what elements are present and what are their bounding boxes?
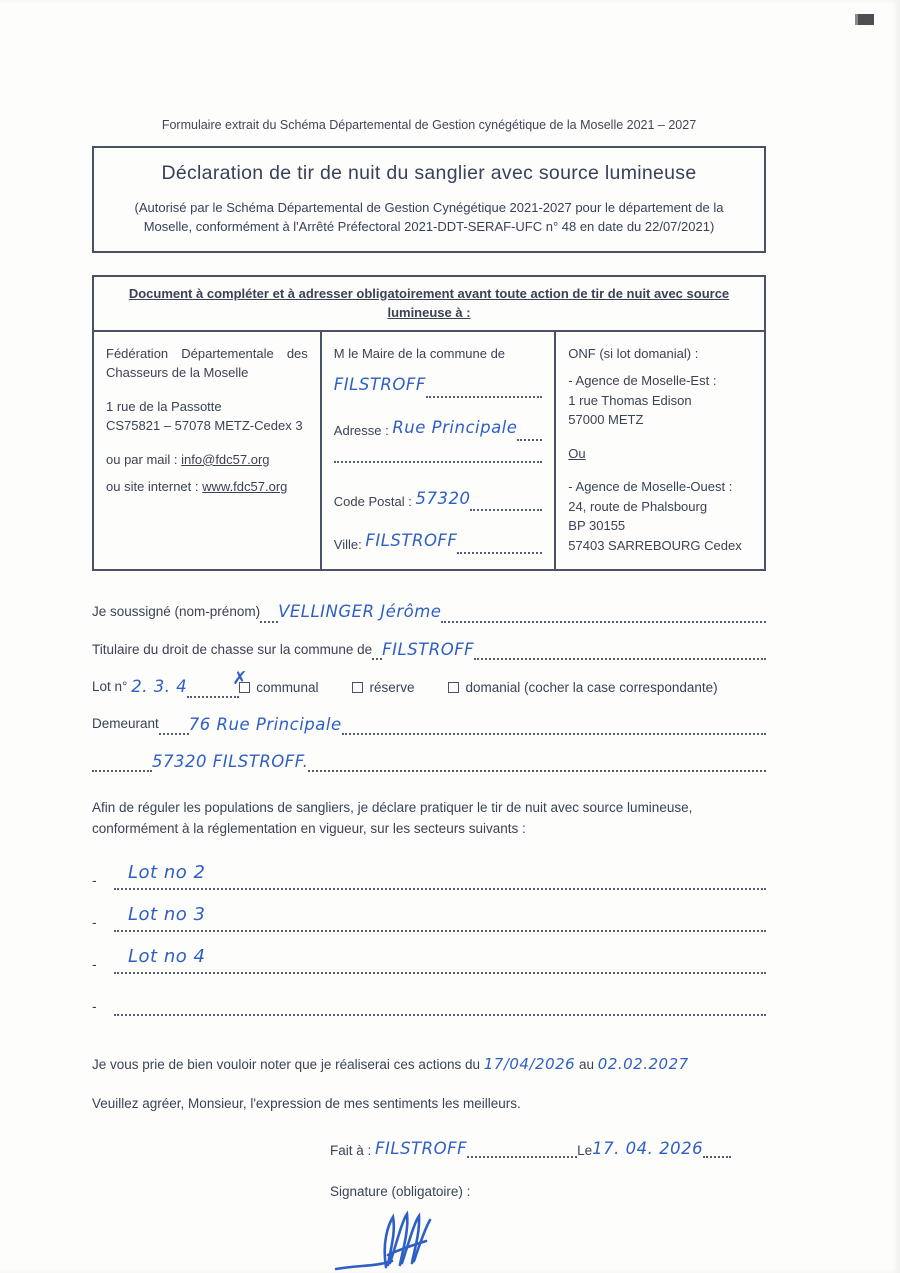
form-content (92, 0, 766, 1273)
secteurs-list (92, 862, 766, 1016)
onf-est-city: 57000 METZ (568, 412, 644, 428)
fdc-website: www.fdc57.org (202, 479, 288, 495)
form-title: Déclaration de tir de nuit du sanglier avec source lumineuse (161, 162, 697, 184)
scan-artifact (855, 14, 874, 25)
title-box (92, 146, 766, 253)
secteur-row: - Lot no 3 (92, 904, 766, 932)
secteur-value-3: Lot no 4 (128, 946, 206, 968)
secteur-row: - Lot no 4 (92, 946, 766, 974)
form-source-note: Formulaire extrait du Schéma Départemental de Gestion cynégétique de la Moselle 2021 – 2027 (161, 118, 697, 132)
demeurant-field: Demeurant 76 Rue Principale (92, 714, 766, 735)
reserve-checkbox (352, 682, 363, 693)
domanial-checkbox (448, 682, 459, 693)
period-line: Je vous prie de bien vouloir noter que je réaliserai ces actions du 17/04/2026 au 02.02.2027 (92, 1055, 689, 1074)
mairie-adresse-field: Adresse : Rue Principale (334, 416, 543, 441)
mairie-ville-field: Ville: FILSTROFF (334, 529, 543, 554)
mairie-commune-value: FILSTROFF (333, 375, 426, 395)
titulaire-field: Titulaire du droit de chasse sur la commune de FILSTROFF (92, 639, 766, 660)
fdc-email: info@fdc57.org (181, 451, 270, 467)
soussigne-field: Je soussigné (nom-prénom) VELLINGER Jérôme (92, 601, 766, 622)
soussigne-value: VELLINGER Jérôme (278, 602, 442, 622)
secteur-row: - (92, 988, 766, 1016)
mairie-cp-field: Code Postal : 57320 (334, 487, 543, 512)
onf-est-street: 1 rue Thomas Edison (568, 392, 692, 408)
fdc-web-line: ou site internet : www.fdc57.org (106, 479, 288, 495)
onf-ouest-bp: BP 30155 (568, 518, 626, 534)
signature-label: Signature (obligatoire) : (330, 1184, 471, 1200)
onf-est-label: - Agence de Moselle-Est : (568, 373, 717, 389)
domanial-option: domanial (cocher la case correspondante) (448, 679, 717, 697)
closing-line: Veuillez agréer, Monsieur, l'expression de mes sentiments les meilleurs. (92, 1096, 521, 1112)
fait-a-line: Fait à : FILSTROFF Le 17. 04. 2026 (330, 1139, 766, 1158)
address-box (92, 275, 766, 572)
demeurant-value2: 57320 FILSTROFF. (152, 751, 309, 771)
onf-ouest-street: 24, route de Phalsbourg (568, 498, 708, 514)
fait-date-value: 17. 04. 2026 (592, 1139, 704, 1159)
titulaire-value: FILSTROFF (382, 639, 475, 659)
onf-ouest-label: - Agence de Moselle-Ouest : (568, 479, 733, 495)
demeurant-field-line2 (92, 751, 766, 772)
declaration-paragraph: Afin de réguler les populations de sangliers, je déclare pratiquer le tir de nuit avec source lumineuse, conformément à la réglementation en vigueur, sur les secteurs suivants : (92, 800, 693, 837)
fdc-name: Fédération Départementale des Chasseurs de la Moselle (106, 345, 308, 381)
mairie-adresse-blank-line (334, 451, 543, 463)
fdc-street: 1 rue de la Passotte (106, 398, 222, 414)
secteur-value-2: Lot no 3 (128, 904, 206, 926)
onf-or-word: Ou (568, 445, 586, 461)
communal-x-mark: ✗ (232, 667, 248, 689)
form-subtitle: (Autorisé par le Schéma Départemental de Gestion Cynégétique 2021-2027 pour le département de la Moselle, conformément à l'Arrêté Préfectoral 2021-DDT-SERAF-UFC n° 48 en date du 22/07/2021) (134, 200, 724, 234)
reserve-option: réserve (352, 679, 414, 697)
fait-a-value: FILSTROFF (375, 1139, 468, 1159)
address-box-header: Document à compléter et à adresser obligatoirement avant toute action de tir de nuit avec source lumineuse à : (94, 277, 764, 332)
date-to-value: 02.02.2027 (597, 1055, 689, 1074)
onf-header: ONF (si lot domanial) : (568, 345, 699, 361)
lot-value: 2. 3. 4 (131, 677, 188, 697)
mairie-commune-field (334, 373, 543, 398)
demeurant-value: 76 Rue Principale (188, 714, 342, 734)
mairie-column (322, 332, 557, 570)
secteur-value-1: Lot no 2 (128, 862, 206, 884)
mairie-adresse-value: Rue Principale (392, 417, 518, 437)
lot-field: Lot n° 2. 3. 4 ✗ communal réserve domanial (cocher la case correspondante) (92, 667, 718, 697)
communal-option: ✗ communal (232, 667, 319, 695)
fdc-city: CS75821 – 57078 METZ-Cedex 3 (106, 418, 303, 434)
fdc-mail-line: ou par mail : info@fdc57.org (106, 451, 270, 467)
mairie-ville-value: FILSTROFF (365, 531, 458, 551)
onf-ouest-city: 57403 SARREBOURG Cedex (568, 537, 742, 553)
onf-column (556, 332, 764, 570)
address-columns (94, 332, 764, 570)
mairie-label: M le Maire de la commune de (333, 345, 506, 361)
mairie-cp-value: 57320 (415, 488, 471, 508)
date-from-value: 17/04/2026 (483, 1055, 576, 1074)
secteur-row: - Lot no 2 (92, 862, 766, 890)
fdc-column (94, 332, 322, 570)
signature-scribble (330, 1205, 766, 1273)
